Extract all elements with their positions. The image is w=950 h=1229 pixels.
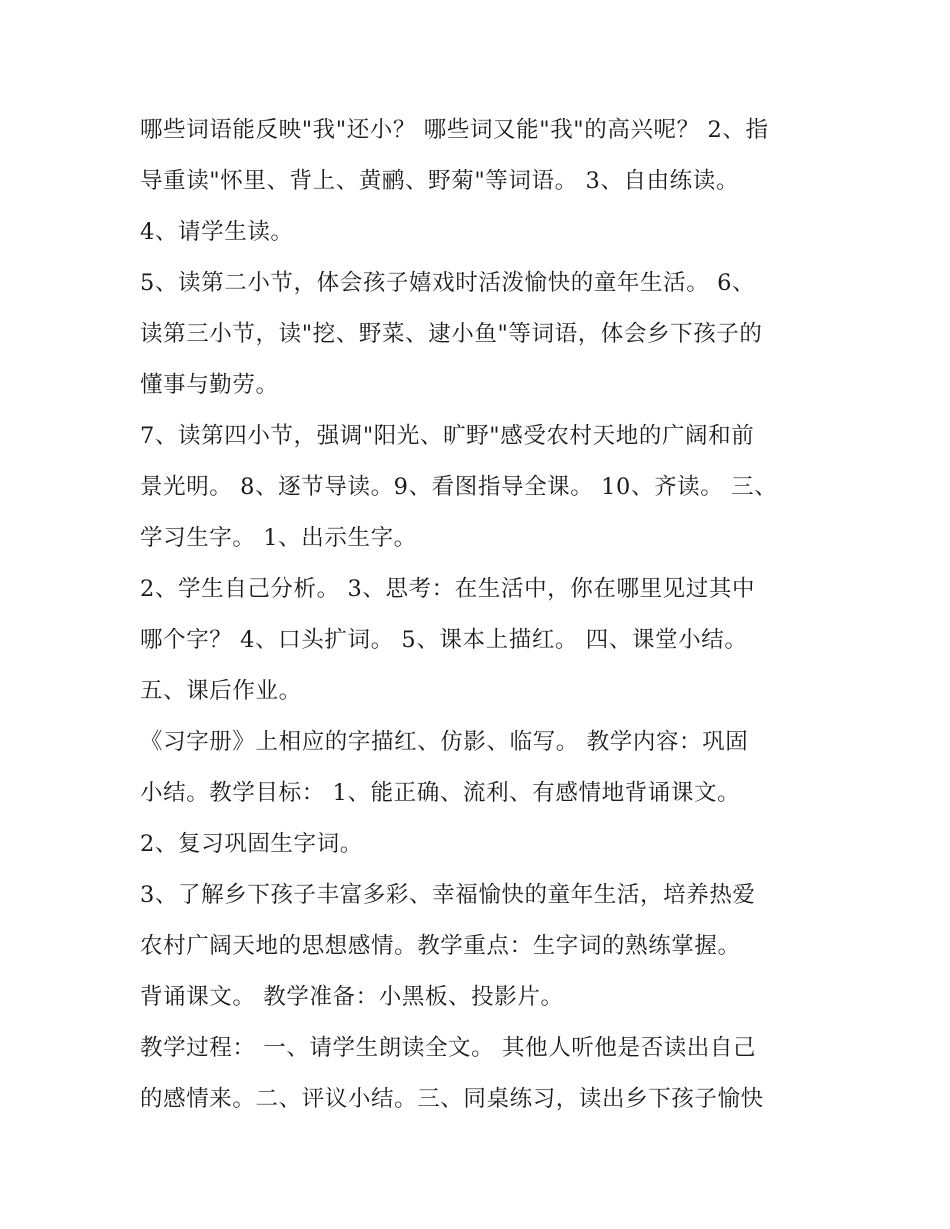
text-line: 导重读"怀里、背上、黄鹂、野菊"等词语。 3、自由练读。 — [140, 168, 739, 194]
text-line: 教学过程： 一、请学生朗读全文。 其他人听他是否读出自己 — [140, 1035, 757, 1061]
text-line: 4、请学生读。 — [140, 219, 294, 245]
text-line: 2、复习巩固生字词。 — [140, 831, 363, 857]
text-line: 景光明。 8、逐节导读。9、看图指导全课。 10、齐读。 三、 — [140, 474, 778, 500]
text-line: 的感情来。二、评议小结。三、同桌练习，读出乡下孩子愉快 — [140, 1086, 764, 1112]
text-line: 2、学生自己分析。 3、思考：在生活中，你在哪里见过其中 — [140, 576, 756, 602]
text-line: 小结。教学目标： 1、能正确、流利、有感情地背诵课文。 — [140, 780, 741, 806]
text-line: 学习生字。 1、出示生字。 — [140, 525, 417, 551]
document-body — [140, 108, 830, 1128]
text-line: 7、读第四小节，强调"阳光、旷野"感受农村天地的广阔和前 — [140, 423, 755, 449]
text-line: 5、读第二小节，体会孩子嬉戏时活泼愉快的童年生活。 6、 — [140, 270, 756, 296]
text-line: 五、课后作业。 — [140, 678, 302, 704]
text-line: 哪个字？ 4、口头扩词。 5、课本上描红。 四、课堂小结。 — [140, 627, 748, 653]
text-line: 哪些词语能反映"我"还小？ 哪些词又能"我"的高兴呢？ 2、指 — [140, 117, 769, 143]
text-line: 农村广阔天地的思想感情。教学重点：生字词的熟练掌握。 — [140, 933, 741, 959]
text-line: 读第三小节，读"挖、野菜、逮小鱼"等词语，体会乡下孩子的 — [140, 321, 763, 347]
text-line: 3、了解乡下孩子丰富多彩、幸福愉快的童年生活，培养热爱 — [140, 882, 756, 908]
text-line: 背诵课文。 教学准备：小黑板、投影片。 — [140, 984, 564, 1010]
text-line: 懂事与勤劳。 — [140, 372, 279, 398]
text-line: 《习字册》上相应的字描红、仿影、临写。 教学内容：巩固 — [140, 729, 749, 755]
